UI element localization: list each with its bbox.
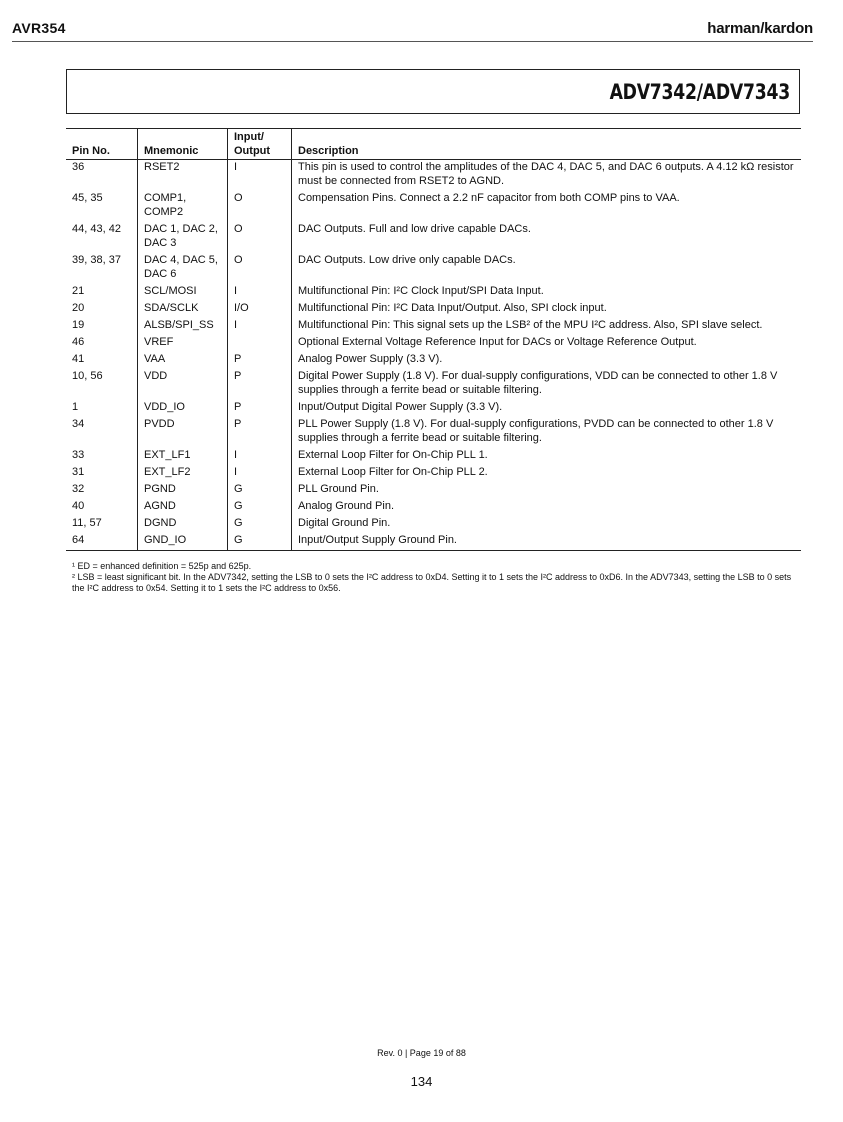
mnemonic-cell: SCL/MOSI xyxy=(138,284,228,301)
pin-number-cell: 31 xyxy=(72,466,85,478)
pin-number-cell: 34 xyxy=(72,418,85,430)
table-row xyxy=(66,516,801,533)
pin-number-cell: 10, 56 xyxy=(72,370,103,382)
description-cell: Multifunctional Pin: I²C Clock Input/SPI Data Input. xyxy=(292,284,802,301)
mnemonic-cell: PGND xyxy=(138,482,228,499)
description-cell: Multifunctional Pin: This signal sets up the LSB² of the MPU I²C address. Also, SPI slave select. xyxy=(292,318,802,335)
table-row xyxy=(66,499,801,516)
column-header-mnemonic: Mnemonic xyxy=(138,129,228,160)
description-cell: Optional External Voltage Reference Input for DACs or Voltage Reference Output. xyxy=(292,335,802,352)
footnote-2: ² LSB = least significant bit. In the ADV7342, setting the LSB to 0 sets the I²C address to 0xD4. Setting it to 1 sets the I²C address to 0xD6. In the ADV7343, setting the LSB to 0 sets the I²C address to 0x54. Setting it to 1 sets the I²C address to 0x56. xyxy=(72,572,792,593)
io-type-cell: G xyxy=(228,499,292,516)
page-number: 134 xyxy=(410,1074,433,1089)
io-type-cell: O xyxy=(228,222,292,253)
io-type-cell: P xyxy=(228,400,292,417)
column-header-description: Description xyxy=(292,129,802,160)
description-cell: Multifunctional Pin: I²C Data Input/Output. Also, SPI clock input. xyxy=(292,301,802,318)
pin-number-cell: 45, 35 xyxy=(72,192,103,204)
table-row xyxy=(66,465,801,482)
header-divider xyxy=(12,41,813,42)
mnemonic-cell: SDA/SCLK xyxy=(138,301,228,318)
mnemonic-cell: VAA xyxy=(138,352,228,369)
io-type-cell: I xyxy=(228,284,292,301)
mnemonic-cell: EXT_LF2 xyxy=(138,465,228,482)
table-row xyxy=(66,253,801,284)
mnemonic-cell: RSET2 xyxy=(138,160,228,192)
mnemonic-cell: VDD xyxy=(138,369,228,400)
description-cell: Input/Output Supply Ground Pin. xyxy=(292,533,802,551)
description-cell: Compensation Pins. Connect a 2.2 nF capacitor from both COMP pins to VAA. xyxy=(292,191,802,222)
pin-number-cell: 40 xyxy=(72,500,85,512)
pin-function-table xyxy=(66,128,801,551)
mnemonic-cell: DGND xyxy=(138,516,228,533)
table-row xyxy=(66,448,801,465)
io-type-cell: P xyxy=(228,352,292,369)
pin-number-cell: 1 xyxy=(72,401,79,413)
table-row xyxy=(66,482,801,499)
io-type-cell: I xyxy=(228,160,292,192)
pin-number-cell: 33 xyxy=(72,449,85,461)
io-type-cell: I xyxy=(228,448,292,465)
io-type-cell: I xyxy=(228,318,292,335)
brand-logo-text: harman/kardon xyxy=(707,20,813,37)
table-row xyxy=(66,318,801,335)
table-row xyxy=(66,222,801,253)
table-row xyxy=(66,301,801,318)
description-cell: DAC Outputs. Low drive only capable DACs. xyxy=(292,253,802,284)
table-row xyxy=(66,369,801,400)
pin-number-cell: 32 xyxy=(72,483,85,495)
mnemonic-cell: ALSB/SPI_SS xyxy=(138,318,228,335)
document-model-label: AVR354 xyxy=(12,20,66,36)
table-row xyxy=(66,352,801,369)
io-type-cell: G xyxy=(228,482,292,499)
io-type-cell: I/O xyxy=(228,301,292,318)
mnemonic-cell: DAC 4, DAC 5, DAC 6 xyxy=(138,253,228,284)
table-row xyxy=(66,160,801,192)
mnemonic-cell: DAC 1, DAC 2, DAC 3 xyxy=(138,222,228,253)
description-cell: Input/Output Digital Power Supply (3.3 V). xyxy=(292,400,802,417)
pin-number-cell: 41 xyxy=(72,353,85,365)
mnemonic-cell: GND_IO xyxy=(138,533,228,551)
table-row xyxy=(66,191,801,222)
description-cell: External Loop Filter for On-Chip PLL 1. xyxy=(292,448,802,465)
io-type-cell: I xyxy=(228,465,292,482)
description-cell: Digital Ground Pin. xyxy=(292,516,802,533)
io-type-cell: G xyxy=(228,533,292,551)
mnemonic-cell: PVDD xyxy=(138,417,228,448)
io-type-cell: O xyxy=(228,191,292,222)
page-title: ADV7342/ADV7343 xyxy=(609,80,790,104)
io-type-cell xyxy=(228,335,292,352)
mnemonic-cell: VDD_IO xyxy=(138,400,228,417)
pin-number-cell: 39, 38, 37 xyxy=(72,254,121,266)
mnemonic-cell: EXT_LF1 xyxy=(138,448,228,465)
pin-number-cell: 19 xyxy=(72,319,85,331)
mnemonic-cell: AGND xyxy=(138,499,228,516)
table-header-row xyxy=(66,129,801,160)
description-cell: This pin is used to control the amplitudes of the DAC 4, DAC 5, and DAC 6 outputs. A 4.12 kΩ resistor must be connected from RSET2 to AGND. xyxy=(292,160,802,192)
io-type-cell: G xyxy=(228,516,292,533)
description-cell: PLL Power Supply (1.8 V). For dual-supply configurations, PVDD can be connected to other 1.8 V supplies through a ferrite bead or suitable filtering. xyxy=(292,417,802,448)
footnote-1: ¹ ED = enhanced definition = 525p and 625p. xyxy=(72,561,252,571)
table-row xyxy=(66,400,801,417)
pin-number-cell: 20 xyxy=(72,302,85,314)
column-header-pin-no: Pin No. xyxy=(66,129,138,160)
table-row xyxy=(66,417,801,448)
column-header-input-output: Input/ Output xyxy=(228,129,292,160)
mnemonic-cell: COMP1, COMP2 xyxy=(138,191,228,222)
io-type-cell: O xyxy=(228,253,292,284)
pin-number-cell: 21 xyxy=(72,285,85,297)
description-cell: Analog Ground Pin. xyxy=(292,499,802,516)
mnemonic-cell: VREF xyxy=(138,335,228,352)
pin-number-cell: 44, 43, 42 xyxy=(72,223,121,235)
table-row xyxy=(66,335,801,352)
description-cell: PLL Ground Pin. xyxy=(292,482,802,499)
table-row xyxy=(66,284,801,301)
description-cell: Digital Power Supply (1.8 V). For dual-supply configurations, VDD can be connected to other 1.8 V supplies through a ferrite bead or suitable filtering. xyxy=(292,369,802,400)
revision-page-info: Rev. 0 | Page 19 of 88 xyxy=(377,1048,466,1058)
title-box xyxy=(66,69,800,114)
table-row xyxy=(66,533,801,551)
io-type-cell: P xyxy=(228,417,292,448)
pin-number-cell: 64 xyxy=(72,534,85,546)
pin-number-cell: 36 xyxy=(72,161,85,173)
description-cell: Analog Power Supply (3.3 V). xyxy=(292,352,802,369)
footnotes xyxy=(72,561,792,594)
io-type-cell: P xyxy=(228,369,292,400)
pin-number-cell: 46 xyxy=(72,336,85,348)
description-cell: DAC Outputs. Full and low drive capable DACs. xyxy=(292,222,802,253)
description-cell: External Loop Filter for On-Chip PLL 2. xyxy=(292,465,802,482)
pin-number-cell: 11, 57 xyxy=(72,517,102,529)
